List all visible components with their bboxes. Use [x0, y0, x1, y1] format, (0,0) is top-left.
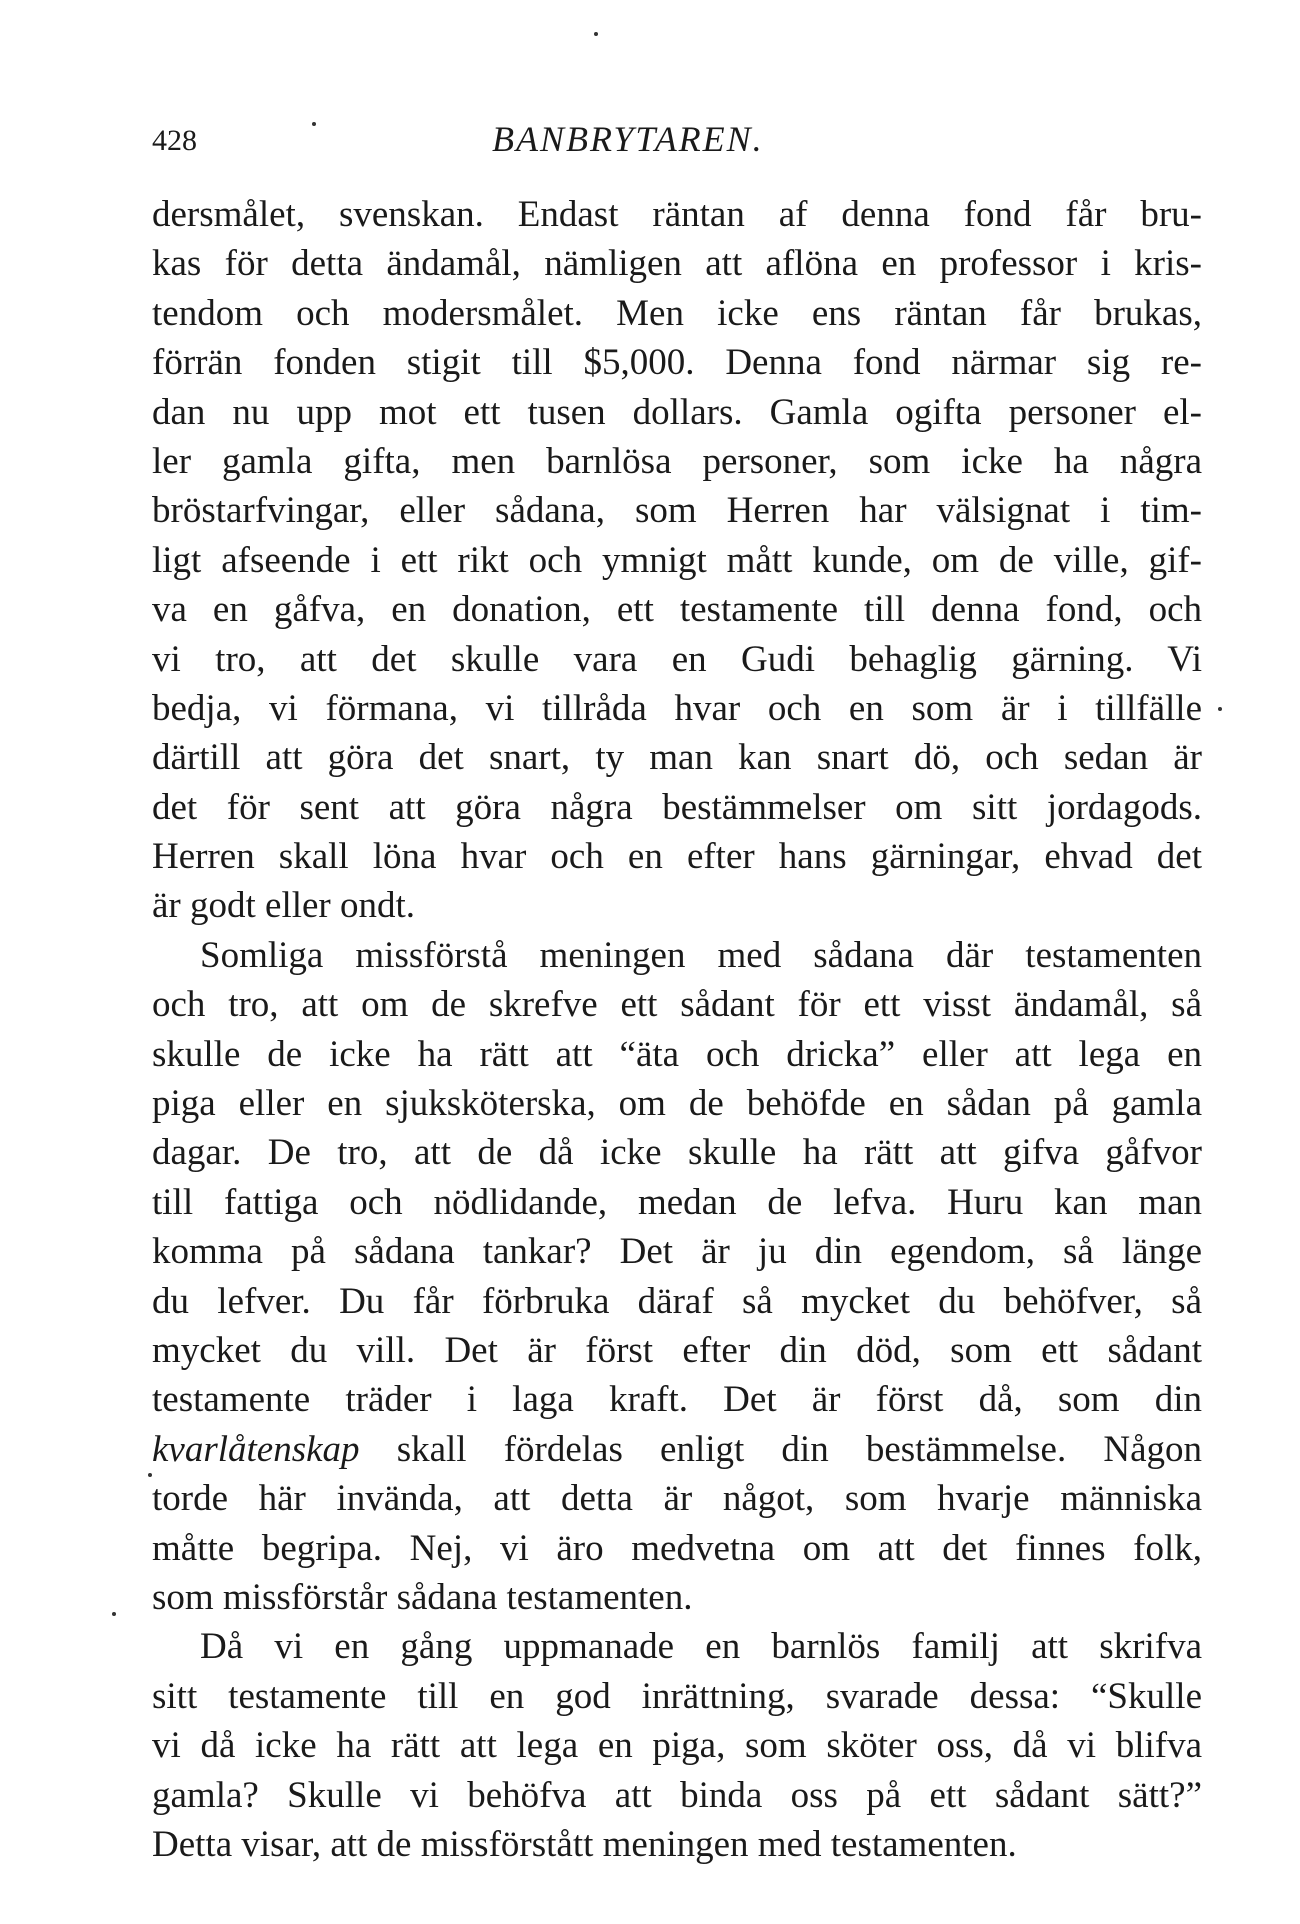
text-line: och tro, att om de skrefve ett sådant för ett visst ändamål, så [152, 984, 1202, 1026]
text-line: måtte begripa. Nej, vi äro medvetna om att det finnes folk, [152, 1527, 1202, 1569]
paragraph [152, 1622, 1202, 1869]
text-line: dan nu upp mot ett tusen dollars. Gamla ogifta personer el- [152, 391, 1202, 433]
print-speck [1218, 707, 1222, 711]
text-line: piga eller en sjuksköterska, om de behöfde en sådan på gamla [152, 1083, 1202, 1125]
text-line: är godt eller ondt. [152, 885, 416, 927]
text-line: mycket du vill. Det är först efter din död, som ett sådant [152, 1329, 1202, 1371]
running-head: BANBRYTAREN. [492, 119, 764, 159]
text-line: dersmålet, svenskan. Endast räntan af denna fond får bru- [152, 194, 1202, 235]
text-line: det för sent att göra några bestämmelser om sitt jordagods. [152, 786, 1202, 828]
text-line: kas för detta ändamål, nämligen att aflöna en professor i kris- [152, 243, 1202, 285]
text-line: gamla? Skulle vi behöfva att binda oss på ett sådant sätt?” [152, 1774, 1202, 1816]
text-line: Herren skall löna hvar och en efter hans gärningar, ehvad det [152, 836, 1202, 878]
print-speck [112, 1612, 116, 1616]
print-speck [594, 32, 598, 36]
text-line: ler gamla gifta, men barnlösa personer, som icke ha några [152, 440, 1202, 482]
text-line: förrän fonden stigit till $5,000. Denna fond närmar sig re- [152, 342, 1202, 384]
text-line: som missförstår sådana testamenten. [152, 1576, 693, 1618]
text-line: sitt testamente till en god inrättning, svarade dessa: “Skulle [152, 1675, 1202, 1717]
text-line: därtill att göra det snart, ty man kan snart dö, och sedan är [152, 737, 1202, 779]
paragraph [152, 931, 1202, 1622]
text-line: skulle de icke ha rätt att “äta och dricka” eller att lega en [152, 1033, 1202, 1075]
text-line: Då vi en gång uppmanade en barnlös familj att skrifva [200, 1626, 1202, 1668]
text-line: du lefver. Du får förbruka däraf så mycket du behöfver, så [152, 1280, 1202, 1322]
text-line: tendom och modersmålet. Men icke ens räntan får brukas, [152, 292, 1202, 334]
text-line: dagar. De tro, att de då icke skulle ha rätt att gifva gåfvor [152, 1132, 1202, 1174]
text-line: Detta visar, att de missförstått meningen med testamenten. [152, 1823, 1017, 1865]
text-line: till fattiga och nödlidande, medan de lefva. Huru kan man [152, 1181, 1202, 1223]
text-line: va en gåfva, en donation, ett testamente till denna fond, och [152, 589, 1202, 631]
page-header [152, 118, 1202, 168]
text-line: komma på sådana tankar? Det är ju din egendom, så länge [152, 1231, 1202, 1273]
text-line: torde här invända, att detta är något, som hvarje människa [152, 1478, 1202, 1520]
text-line: testamente träder i laga kraft. Det är först då, som din [152, 1379, 1202, 1421]
text-line: vi då icke ha rätt att lega en piga, som sköter oss, då vi blifva [152, 1725, 1202, 1767]
text-line: kvarlåtenskap skall fördelas enligt din bestämmelse. Någon [152, 1428, 1202, 1470]
text-line: ligt afseende i ett rikt och ymnigt mått kunde, om de ville, gif- [152, 539, 1202, 581]
italic-word: kvarlåtenskap [152, 1428, 360, 1470]
body-text [152, 190, 1202, 1869]
text-line: Somliga missförstå meningen med sådana där testamenten [200, 934, 1202, 976]
text-line: bröstarfvingar, eller sådana, som Herren har välsignat i tim- [152, 490, 1202, 532]
text-line: vi tro, att det skulle vara en Gudi behaglig gärning. Vi [152, 638, 1202, 680]
text-line: bedja, vi förmana, vi tillråda hvar och en som är i tillfälle [152, 687, 1202, 729]
page-number: 428 [152, 124, 197, 157]
paragraph [152, 190, 1202, 931]
